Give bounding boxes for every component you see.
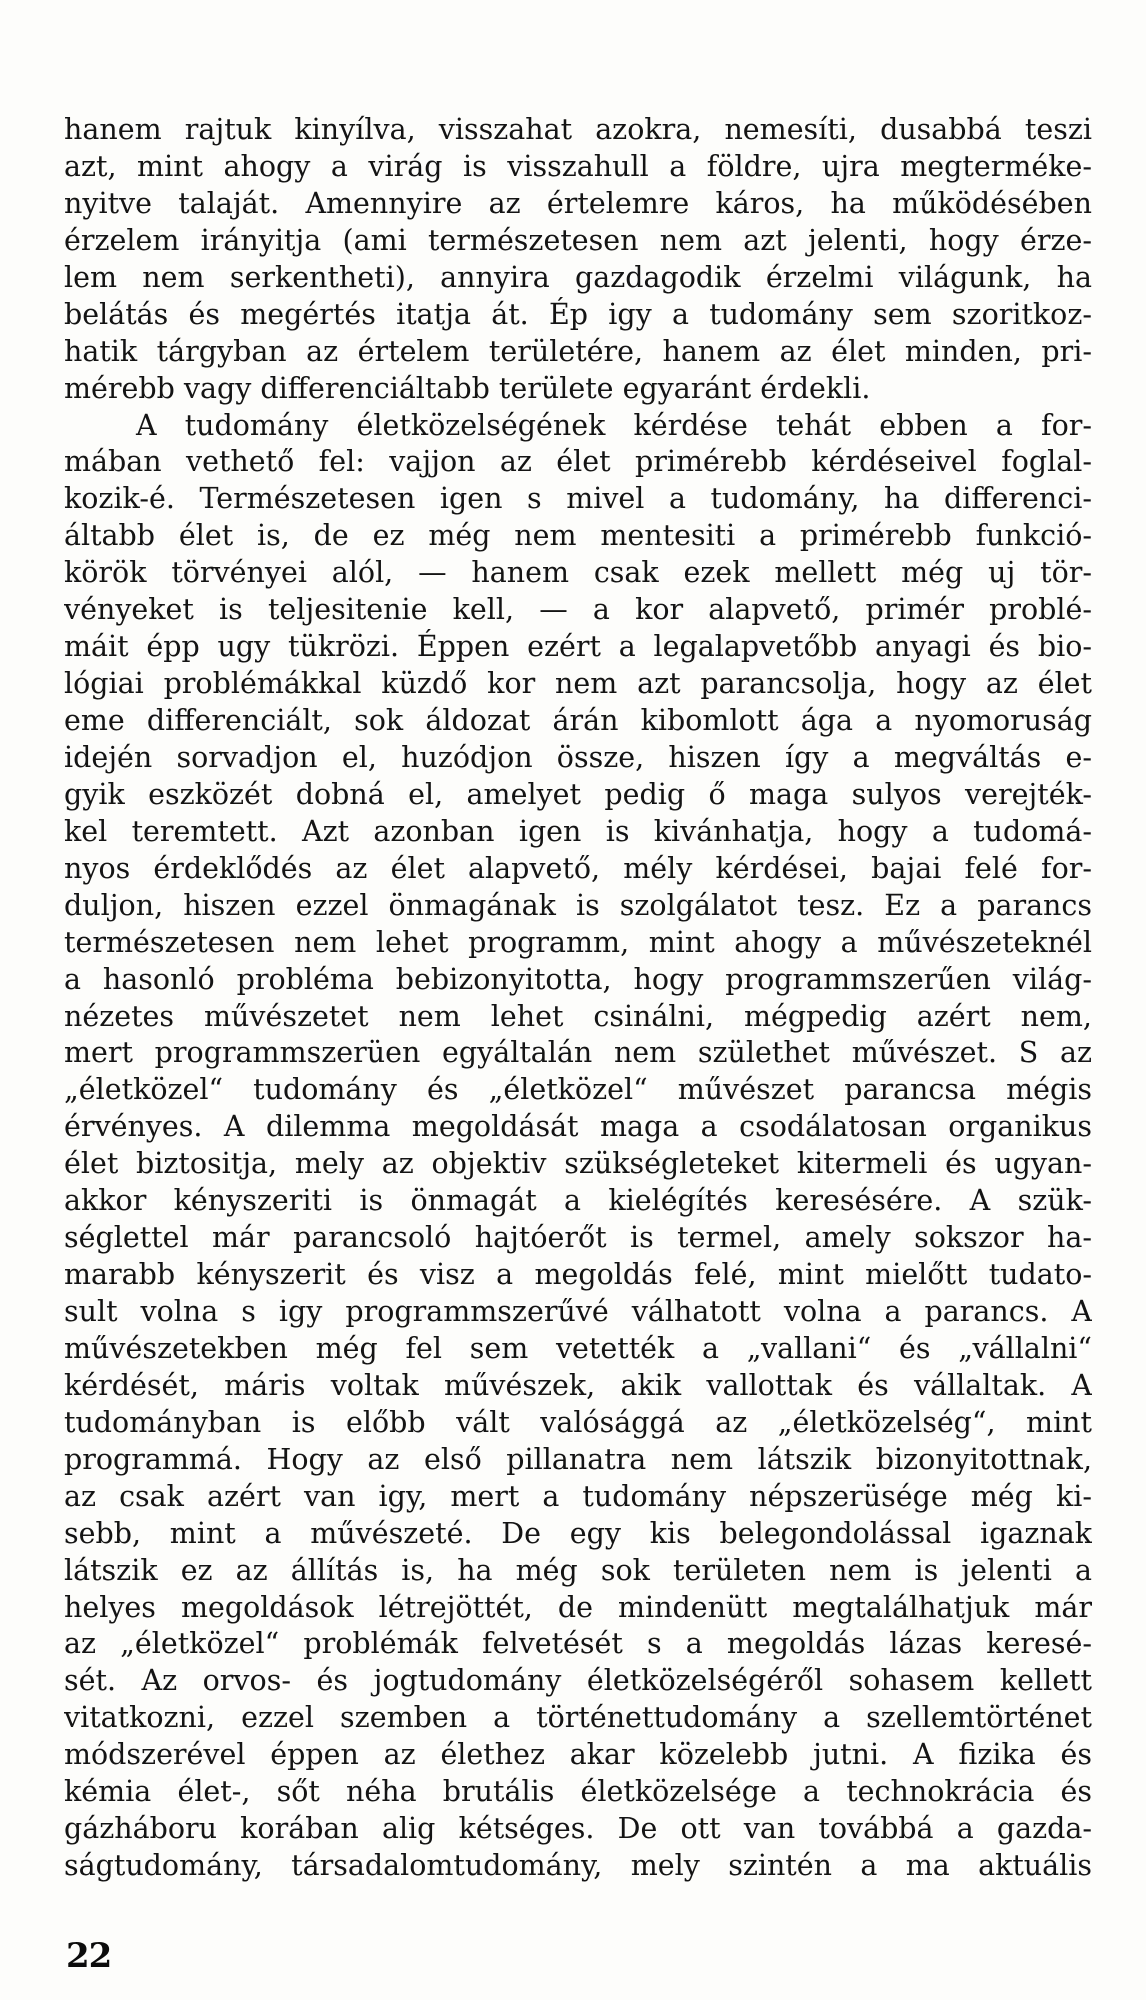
text-line: vényeket is teljesitenie kell, — a kor alapvető, primér problé- <box>64 593 1092 627</box>
text-line: hatik tárgyban az értelem területére, hanem az élet minden, pri- <box>64 334 1092 368</box>
text-line: séglettel már parancsoló hajtóerőt is termel, amely sokszor ha- <box>64 1221 1092 1255</box>
text-line: művészetekben még fel sem vetették a „vallani“ és „vállalni“ <box>64 1331 1092 1365</box>
text-line: az „életközel“ problémák felvetését s a megoldás lázas keresé- <box>64 1627 1092 1661</box>
text-line: lem nem serkentheti), annyira gazdagodik érzelmi világunk, ha <box>64 260 1092 294</box>
text-line: áltabb élet is, de ez még nem mentesiti a primérebb funkció- <box>64 519 1092 553</box>
text-line: akkor kényszeriti is önmagát a kielégítés keresésére. A szük- <box>64 1184 1092 1218</box>
text-line: hanem rajtuk kinyílva, visszahat azokra, nemesíti, dusabbá teszi <box>64 113 1092 146</box>
text-line: módszerével éppen az élethez akar közelebb jutni. A fizika és <box>64 1738 1092 1772</box>
text-line: tudományban is előbb vált valósággá az „életközelség“, mint <box>64 1405 1092 1439</box>
text-line: nyos érdeklődés az élet alapvető, mély kérdései, bajai felé for- <box>64 851 1092 885</box>
text-line: duljon, hiszen ezzel önmagának is szolgálatot tesz. Ez a parancs <box>64 888 1092 922</box>
text-line: gyik eszközét dobná el, amelyet pedig ő maga sulyos verejték- <box>64 777 1092 811</box>
text-line: programmá. Hogy az első pillanatra nem látszik bizonyitottnak, <box>64 1442 1092 1476</box>
text-line: mérebb vagy differenciáltabb területe egyaránt érdekli. <box>64 371 871 405</box>
text-line: azt, mint ahogy a virág is visszahull a földre, ujra megterméke- <box>64 149 1092 183</box>
body-text <box>64 112 1092 1885</box>
text-line: kémia élet-, sőt néha brutális életközelsége a technokrácia és <box>64 1775 1092 1809</box>
text-line: vitatkozni, ezzel szemben a történettudomány a szellemtörténet <box>64 1701 1092 1735</box>
text-line: eme differenciált, sok áldozat árán kibomlott ága a nyomoruság <box>64 704 1092 737</box>
text-line: helyes megoldások létrejöttét, de mindenütt megtalálhatjuk már <box>64 1590 1092 1624</box>
text-line: mert programmszerüen egyáltalán nem születhet művészet. S az <box>64 1036 1092 1070</box>
text-line: sebb, mint a művészeté. De egy kis belegondolással igaznak <box>64 1516 1092 1550</box>
text-line: élet biztositja, mely az objektiv szükségleteket kitermeli és ugyan- <box>64 1147 1092 1181</box>
text-line: a hasonló probléma bebizonyitotta, hogy programmszerűen világ- <box>64 962 1092 996</box>
text-line: nyitve talaját. Amennyire az értelemre káros, ha működésében <box>64 186 1092 220</box>
text-line: nézetes művészetet nem lehet csinálni, mégpedig azért nem, <box>64 999 1092 1033</box>
text-line: természetesen nem lehet programm, mint ahogy a művészeteknél <box>64 925 1092 959</box>
text-line: belátás és megértés itatja át. Ép igy a tudomány sem szoritkoz- <box>64 297 1092 331</box>
text-line: mában vethető fel: vajjon az élet primérebb kérdéseivel foglal- <box>64 445 1092 479</box>
text-line: kérdését, máris voltak művészek, akik vallottak és vállaltak. A <box>64 1368 1092 1402</box>
text-line: lógiai problémákkal küzdő kor nem azt parancsolja, hogy az élet <box>64 667 1092 701</box>
text-line: sét. Az orvos- és jogtudomány életközelségéről sohasem kellett <box>64 1664 1092 1698</box>
text-line: az csak azért van igy, mert a tudomány népszerüsége még ki- <box>64 1479 1092 1513</box>
text-line: kel teremtett. Azt azonban igen is kivánhatja, hogy a tudomá- <box>64 814 1092 848</box>
text-line: „életközel“ tudomány és „életközel“ művészet parancsa mégis <box>64 1073 1092 1107</box>
text-line: gázháboru korában alig kétséges. De ott van továbbá a gazda- <box>64 1812 1092 1846</box>
text-line: marabb kényszerit és visz a megoldás felé, mint mielőtt tudato- <box>64 1258 1092 1292</box>
page-number: 22 <box>66 1936 112 1976</box>
text-line: máit épp ugy tükrözi. Éppen ezért a legalapvetőbb anyagi és bio- <box>64 630 1092 664</box>
text-line: sult volna s igy programmszerűvé válhatott volna a parancs. A <box>64 1295 1092 1328</box>
text-line: körök törvényei alól, — hanem csak ezek mellett még uj tör- <box>64 556 1092 590</box>
text-line: ságtudomány, társadalomtudomány, mely szintén a ma aktuális <box>64 1849 1092 1883</box>
text-line: kozik-é. Természetesen igen s mivel a tudomány, ha differenci- <box>64 482 1092 516</box>
text-line: idején sorvadjon el, huzódjon össze, hiszen így a megváltás e- <box>64 740 1092 774</box>
text-line: látszik ez az állítás is, ha még sok területen nem is jelenti a <box>64 1553 1092 1587</box>
text-line: érvényes. A dilemma megoldását maga a csodálatosan organikus <box>64 1110 1092 1144</box>
text-line: A tudomány életközelségének kérdése tehát ebben a for- <box>136 408 1092 442</box>
text-line: érzelem irányitja (ami természetesen nem azt jelenti, hogy érze- <box>64 223 1092 257</box>
